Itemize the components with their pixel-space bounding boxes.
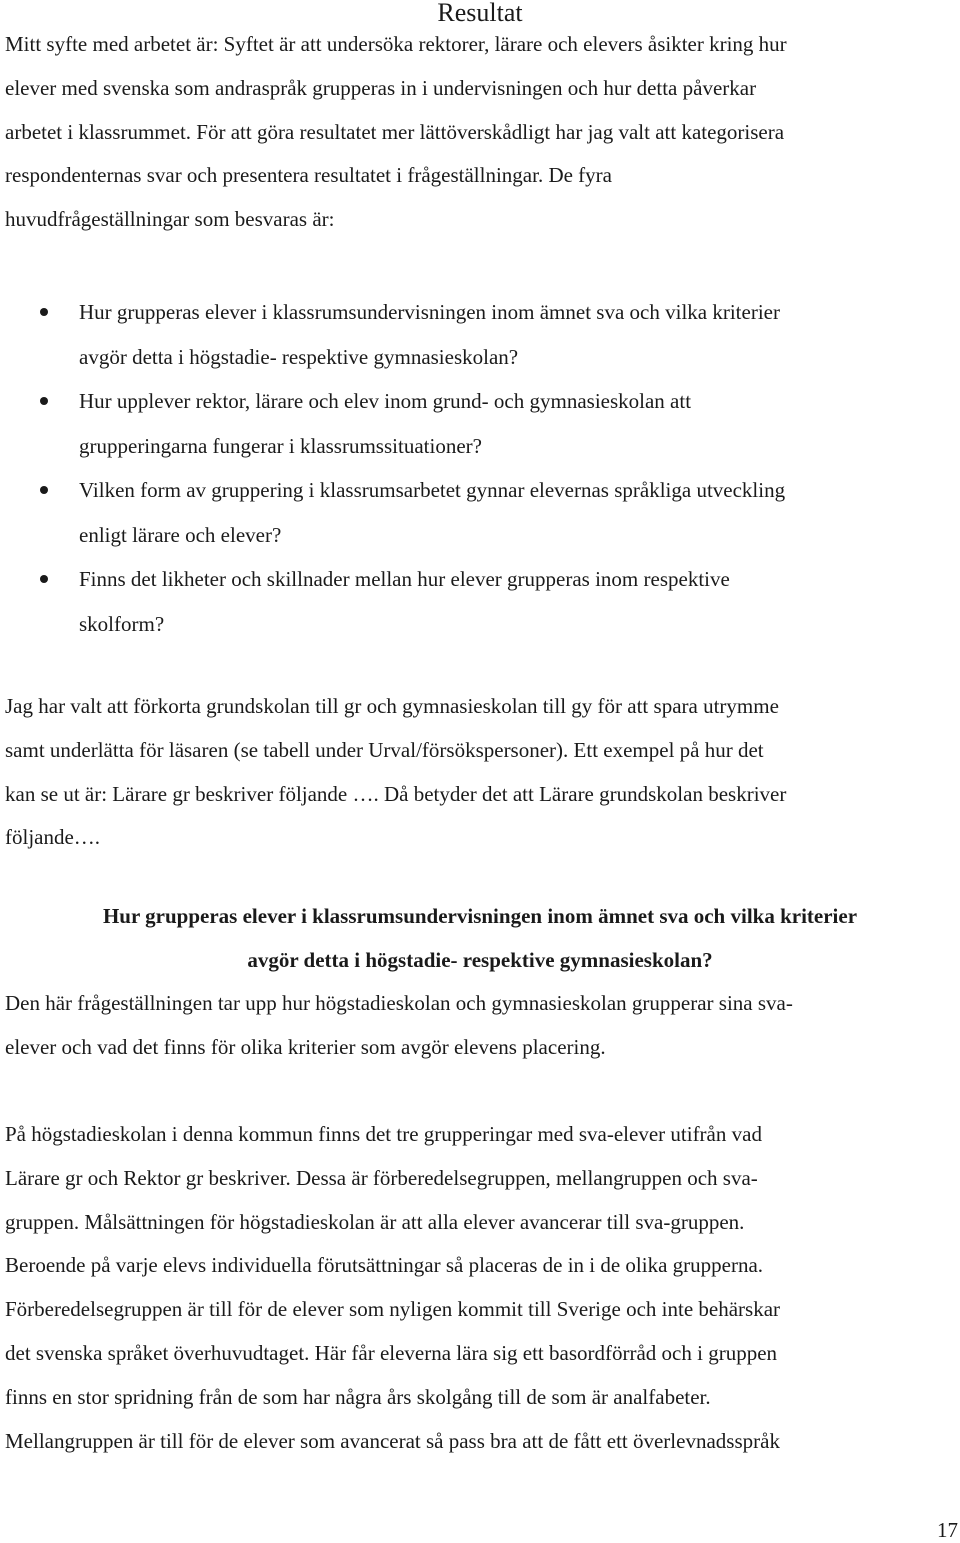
list-item-line: avgör detta i högstadie- respektive gymnasieskolan?: [79, 344, 519, 369]
list-item-line: Finns det likheter och skillnader mellan hur elever grupperas inom respektive: [79, 567, 730, 591]
list-item-line: Hur grupperas elever i klassrumsundervisningen inom ämnet sva och vilka kriterier: [79, 300, 780, 324]
page-number: 17: [937, 1518, 958, 1542]
list-item-line: Hur upplever rektor, lärare och elev inom grund- och gymnasieskolan att: [79, 389, 692, 413]
text-line: följande….: [5, 825, 101, 850]
text-line: elever med svenska som andraspråk grupperas in i undervisningen och hur detta påverkar: [5, 75, 757, 100]
heading-line: avgör detta i högstadie- respektive gymnasieskolan?: [247, 948, 713, 972]
heading-line: Hur grupperas elever i klassrumsundervisningen inom ämnet sva och vilka kriterier: [102, 904, 858, 928]
section-intro-paragraph: [5, 982, 955, 1070]
text-line: finns en stor spridning från de som har några års skolgång till de som är analfabeter.: [5, 1384, 711, 1409]
list-item: [0, 379, 960, 468]
body-paragraph: [5, 1113, 955, 1463]
text-line: Beroende på varje elevs individuella förutsättningar så placeras de in i de olika grupperna.: [5, 1253, 764, 1278]
text-line: Mitt syfte med arbetet är: Syftet är att undersöka rektorer, lärare och elevers åsikter kring hur: [5, 32, 787, 56]
text-line: arbetet i klassrummet. För att göra resultatet mer lättöverskådligt har jag valt att kategorisera: [5, 119, 785, 144]
list-item-line: skolform?: [79, 611, 165, 636]
list-item: [0, 557, 960, 646]
text-line: Mellangruppen är till för de elever som avancerat så pass bra att de fått ett överlevnadsspråk: [5, 1428, 780, 1453]
text-line: På högstadieskolan i denna kommun finns det tre grupperingar med sva-elever utifrån vad: [5, 1122, 762, 1146]
bullet-icon: [40, 486, 48, 494]
text-line: kan se ut är: Lärare gr beskriver följande …. Då betyder det att Lärare grundskolan beskriver: [5, 781, 787, 806]
text-line: Jag har valt att förkorta grundskolan till gr och gymnasieskolan till gy för att spara utrymme: [5, 694, 779, 718]
text-line: samt underlätta för läsaren (se tabell under Urval/försökspersoner). Ett exempel på hur det: [5, 737, 764, 762]
text-line: Den här frågeställningen tar upp hur högstadieskolan och gymnasieskolan grupperar sina sva-: [5, 991, 793, 1015]
research-questions-list: [0, 290, 960, 646]
bullet-icon: [40, 575, 48, 583]
text-line: gruppen. Målsättningen för högstadieskolan är att alla elever avancerar till sva-gruppen.: [5, 1209, 745, 1234]
list-item-line: grupperingarna fungerar i klassrumssituationer?: [79, 433, 482, 458]
text-line: respondenternas svar och presentera resultatet i frågeställningar. De fyra: [5, 163, 612, 188]
bullet-icon: [40, 308, 48, 316]
list-item-line: enligt lärare och elever?: [79, 522, 282, 547]
list-item: [0, 290, 960, 379]
page-title: Resultat: [437, 0, 523, 27]
section-heading: [0, 894, 960, 982]
text-line: Lärare gr och Rektor gr beskriver. Dessa är förberedelsegruppen, mellangruppen och sva-: [5, 1165, 758, 1190]
text-line: det svenska språket överhuvudtaget. Här får eleverna lära sig ett basordförråd och i gruppen: [5, 1340, 778, 1365]
text-line: huvudfrågeställningar som besvaras är:: [5, 207, 335, 232]
intro-paragraph: [5, 23, 955, 242]
text-line: Förberedelsegruppen är till för de elever som nyligen kommit till Sverige och inte behärskar: [5, 1297, 781, 1322]
list-item: [0, 468, 960, 557]
list-item-line: Vilken form av gruppering i klassrumsarbetet gynnar elevernas språkliga utveckling: [79, 478, 786, 502]
abbreviation-paragraph: [5, 685, 955, 860]
text-line: elever och vad det finns för olika kriterier som avgör elevens placering.: [5, 1034, 606, 1059]
bullet-icon: [40, 397, 48, 405]
